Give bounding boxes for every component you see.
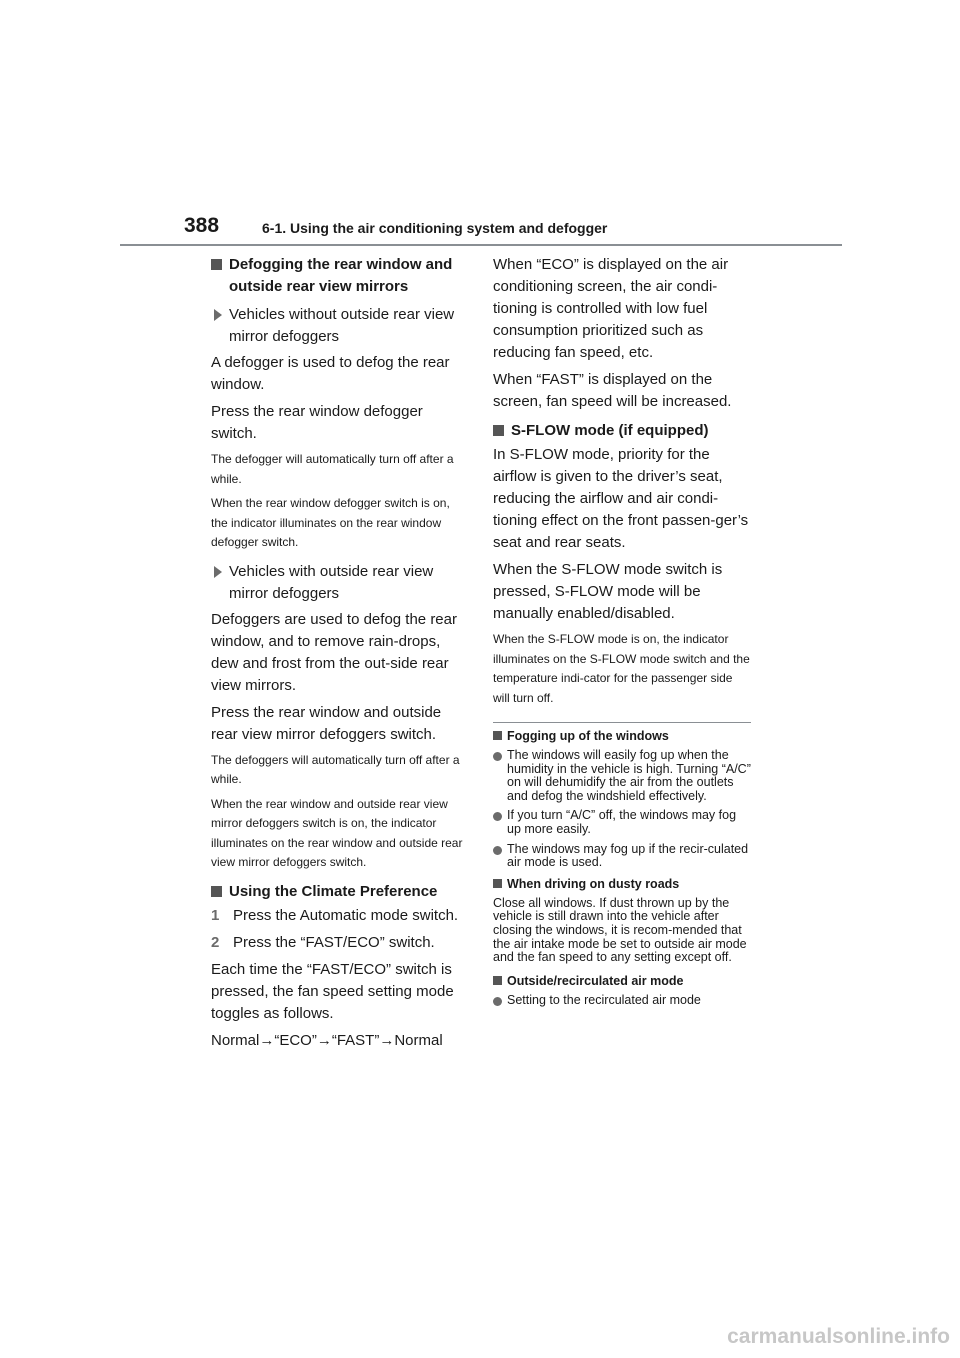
left-column <box>211 254 465 1057</box>
subheading-with-text: Vehicles with outside rear view mirror defoggers <box>229 562 434 602</box>
paragraph-press-rear-defogger: Press the rear window defogger switch. <box>211 403 423 442</box>
note-auto-off: The defogger will automatically turn off after a while. <box>211 452 454 486</box>
list-item-text: If you turn “A/C” off, the windows may fog up more easily. <box>507 808 737 836</box>
square-bullet-icon <box>493 425 504 436</box>
list-item-text: Setting to the recirculated air mode <box>507 992 701 1007</box>
section-title: 6-1. Using the air conditioning system and defogger <box>262 220 608 236</box>
list-item <box>493 994 751 1008</box>
triangle-bullet-icon <box>214 309 222 321</box>
heading-outside-text: Outside/recirculated air mode <box>507 973 684 988</box>
paragraph-defoggers-used: Defoggers are used to defog the rear window, and to remove rain-drops, dew and frost from the out-side rear view mirrors. <box>211 610 457 694</box>
paragraph-fast-mode: When “FAST” is displayed on the screen, fan speed will be increased. <box>493 371 732 410</box>
round-bullet-icon <box>493 812 502 821</box>
heading-dusty-roads <box>493 876 751 892</box>
page-header <box>184 214 784 244</box>
paragraph-dusty-roads: Close all windows. If dust thrown up by the vehicle is still drawn into the vehicle after closing the windows, it is recom-mended that the air intake mode be set to outside air mode and the fan speed to any setting except off. <box>493 895 747 965</box>
page-number: 388 <box>184 214 220 237</box>
step-text: Press the Automatic mode switch. <box>233 906 459 924</box>
list-item <box>493 809 751 836</box>
heading-dusty-text: When driving on dusty roads <box>507 876 680 891</box>
subheading-without-mirror-defoggers <box>211 304 465 348</box>
square-bullet-icon <box>211 886 222 897</box>
note-auto-off-2: The defoggers will automatically turn off after a while. <box>211 752 460 786</box>
right-column <box>493 254 751 1013</box>
round-bullet-icon <box>493 752 502 761</box>
paragraph-eco-mode: When “ECO” is displayed on the air conditioning screen, the air condi-tioning is controlled with low fuel consumption prioritized such as reducing fan speed, etc. <box>493 256 729 361</box>
paragraph-press-both-switch: Press the rear window and outside rear view mirror defoggers switch. <box>211 703 442 743</box>
watermark: carmanualsonline.info <box>727 1325 950 1348</box>
paragraph-each-time: Each time the “FAST/ECO” switch is pressed, the fan speed setting mode toggles as follows. <box>211 960 454 1022</box>
step-number: 1 <box>211 906 220 924</box>
header-divider <box>120 244 842 246</box>
list-item <box>493 843 751 870</box>
subheading-with-mirror-defoggers <box>211 561 465 605</box>
square-bullet-icon <box>211 259 222 270</box>
step-2 <box>211 932 465 954</box>
heading-defogging <box>211 254 465 298</box>
subheading-without-text: Vehicles without outside rear view mirror defoggers <box>229 306 455 345</box>
step-text: Press the “FAST/ECO” switch. <box>233 933 435 951</box>
note-sflow-indicator: When the S-FLOW mode is on, the indicator illuminates on the S-FLOW mode switch and the temperature indi-cator for the passenger side will turn off. <box>493 632 750 705</box>
heading-climate-preference <box>211 881 465 903</box>
paragraph-sflow-priority: In S-FLOW mode, priority for the airflow is given to the driver’s seat, reducing the airflow and air condi-tioning effect on the front passen-ger’s seat and rear seats. <box>493 446 749 551</box>
heading-fogging <box>493 728 751 744</box>
step-1 <box>211 905 465 927</box>
round-bullet-icon <box>493 997 502 1006</box>
heading-sflow-text: S-FLOW mode (if equipped) <box>511 422 709 439</box>
step-number: 2 <box>211 933 220 951</box>
square-bullet-icon <box>493 879 502 888</box>
heading-climate-text: Using the Climate Preference <box>229 882 438 900</box>
paragraph-mode-sequence: Normal→“ECO”→“FAST”→Normal <box>211 1031 443 1049</box>
square-bullet-icon <box>493 731 502 740</box>
square-bullet-icon <box>493 976 502 985</box>
list-item-text: The windows will easily fog up when the humidity in the vehicle is high. Turning “A/C” on will dehumidify the air from the outlets and defog the windshield effectively. <box>507 748 751 803</box>
note-indicator-2: When the rear window and outside rear view mirror defoggers switch is on, the indicator illuminates on the rear window and outside rear view mirror defoggers switch. <box>211 796 463 869</box>
note-indicator: When the rear window defogger switch is on, the indicator illuminates on the rear window defogger switch. <box>211 496 450 549</box>
list-item-text: The windows may fog up if the recir-culated air mode is used. <box>507 841 749 870</box>
paragraph-defogger-used: A defogger is used to defog the rear window. <box>211 354 450 393</box>
section-divider <box>493 722 751 723</box>
paragraph-sflow-switch: When the S-FLOW mode switch is pressed, S-FLOW mode will be manually enabled/disabled. <box>493 561 723 622</box>
heading-outside-recirculated <box>493 973 751 989</box>
round-bullet-icon <box>493 846 502 855</box>
heading-fogging-text: Fogging up of the windows <box>507 729 669 743</box>
heading-defogging-text: Defogging the rear window and outside rear view mirrors <box>229 256 453 295</box>
triangle-bullet-icon <box>214 566 222 578</box>
heading-sflow <box>493 420 751 442</box>
list-item <box>493 749 751 803</box>
